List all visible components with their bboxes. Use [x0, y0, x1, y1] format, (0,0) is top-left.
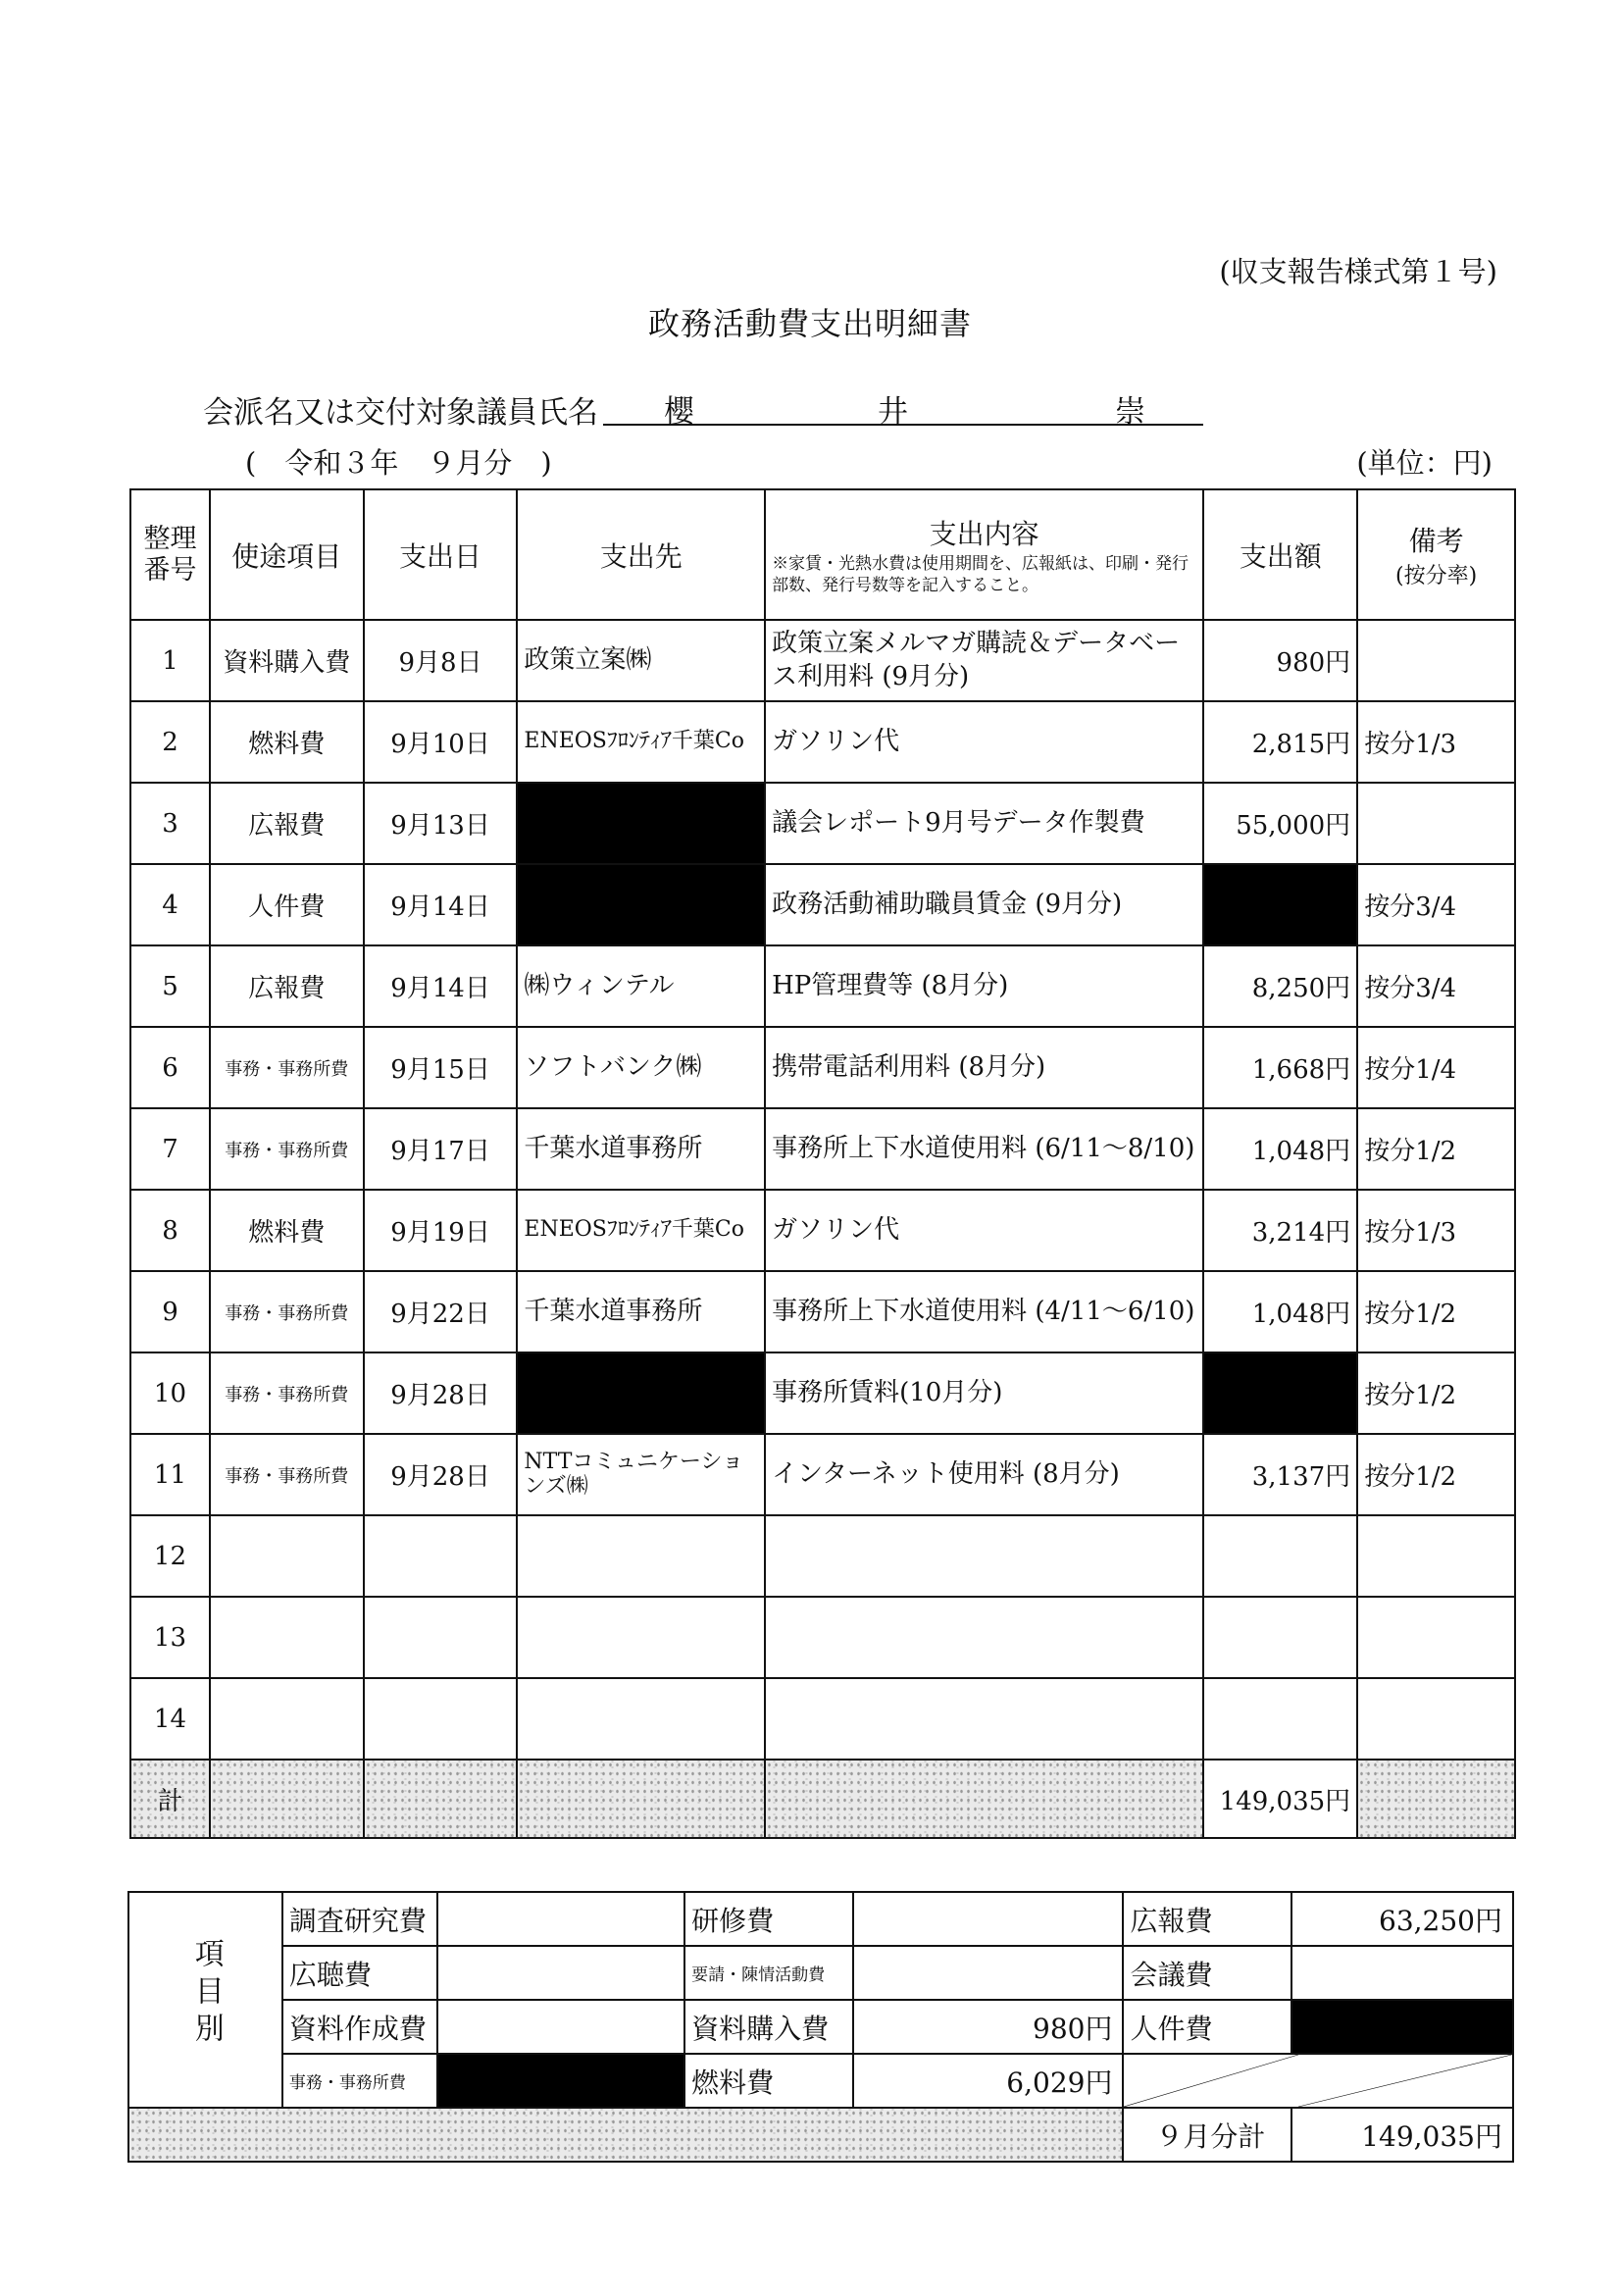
header-remarks [1357, 489, 1515, 620]
row-number: 4 [130, 864, 210, 945]
row-content [765, 1597, 1203, 1678]
table-row [130, 783, 1515, 864]
row-content: 政策立案メルマガ購読＆データベース利用料 (9月分) [765, 620, 1203, 701]
summary-material-buy-value: 980円 [853, 2000, 1124, 2054]
row-date: 9月14日 [364, 945, 518, 1027]
row-content [765, 1515, 1203, 1597]
table-row [130, 1597, 1515, 1678]
row-amount [1203, 1678, 1357, 1760]
row-content: 政務活動補助職員賃金 (9月分) [765, 864, 1203, 945]
summary-fuel-label: 燃料費 [684, 2054, 853, 2108]
row-date: 9月14日 [364, 864, 518, 945]
summary-hearing-label: 広聴費 [282, 1946, 437, 2000]
currency-unit: (単位：円) [1356, 446, 1493, 480]
row-date [364, 1678, 518, 1760]
row-number: 14 [130, 1678, 210, 1760]
summary-meeting-value [1291, 1946, 1513, 2000]
row-remarks: 按分1/3 [1357, 1190, 1515, 1271]
row-amount: 1,668円 [1203, 1027, 1357, 1108]
row-remarks: 按分3/4 [1357, 864, 1515, 945]
reporting-period: ( 令和３年 ９月分 ) [245, 446, 552, 480]
header-content-note: ※家賃・光熱水費は使用期間を、広報紙は、印刷・発行部数、発行号数等を記入すること。 [772, 554, 1190, 595]
row-payee-redacted [517, 1352, 765, 1434]
row-amount: 980円 [1203, 620, 1357, 701]
row-amount: 1,048円 [1203, 1108, 1357, 1190]
table-row [130, 620, 1515, 701]
row-number: 3 [130, 783, 210, 864]
row-date: 9月13日 [364, 783, 518, 864]
header-amount: 支出額 [1203, 489, 1357, 620]
row-payee-redacted [517, 864, 765, 945]
expenditure-table [129, 488, 1516, 1839]
member-name-label: 会派名又は交付対象議員氏名 [203, 395, 598, 431]
row-remarks: 按分1/3 [1357, 701, 1515, 783]
row-payee: ソフトバンク㈱ [517, 1027, 765, 1108]
summary-training-label: 研修費 [684, 1892, 853, 1946]
header-date: 支出日 [364, 489, 518, 620]
row-payee [517, 1597, 765, 1678]
row-date: 9月8日 [364, 620, 518, 701]
row-payee [517, 1515, 765, 1597]
row-amount: 2,815円 [1203, 701, 1357, 783]
header-no: 整理番号 [130, 489, 210, 620]
row-amount-redacted [1203, 864, 1357, 945]
row-remarks [1357, 1515, 1515, 1597]
member-name-part: 櫻 [664, 394, 694, 430]
row-remarks [1357, 1678, 1515, 1760]
row-remarks: 按分1/4 [1357, 1027, 1515, 1108]
header-category: 使途項目 [210, 489, 364, 620]
row-date [364, 1597, 518, 1678]
header-content-label: 支出内容 [929, 518, 1039, 551]
row-date: 9月28日 [364, 1434, 518, 1515]
row-remarks [1357, 1597, 1515, 1678]
row-amount: 3,137円 [1203, 1434, 1357, 1515]
total-amount: 149,035円 [1203, 1760, 1357, 1838]
row-payee: 政策立案㈱ [517, 620, 765, 701]
row-date: 9月10日 [364, 701, 518, 783]
total-blank [1357, 1760, 1515, 1838]
row-number: 8 [130, 1190, 210, 1271]
summary-blank-footer [128, 2108, 1123, 2162]
row-date: 9月15日 [364, 1027, 518, 1108]
row-date: 9月17日 [364, 1108, 518, 1190]
table-row [130, 1678, 1515, 1760]
row-content: 事務所賃料(10月分) [765, 1352, 1203, 1434]
member-name-field [603, 384, 1203, 430]
member-name-part: 崇 [1115, 394, 1145, 430]
table-row [130, 945, 1515, 1027]
row-number: 11 [130, 1434, 210, 1515]
month-total-value: 149,035円 [1291, 2108, 1513, 2162]
row-remarks: 按分1/2 [1357, 1434, 1515, 1515]
row-amount: 55,000円 [1203, 783, 1357, 864]
row-category: 燃料費 [210, 1190, 364, 1271]
row-content: 携帯電話利用料 (8月分) [765, 1027, 1203, 1108]
summary-petition-label: 要請・陳情活動費 [684, 1946, 853, 2000]
row-amount [1203, 1597, 1357, 1678]
row-category: 燃料費 [210, 701, 364, 783]
row-content: HP管理費等 (8月分) [765, 945, 1203, 1027]
row-number: 13 [130, 1597, 210, 1678]
month-total-label: ９月分計 [1123, 2108, 1291, 2162]
row-number: 1 [130, 620, 210, 701]
table-row [130, 1190, 1515, 1271]
row-content: 事務所上下水道使用料 (6/11～8/10) [765, 1108, 1203, 1190]
table-row [130, 701, 1515, 783]
row-number: 7 [130, 1108, 210, 1190]
row-category: 事務・事務所費 [210, 1108, 364, 1190]
total-row [130, 1760, 1515, 1838]
form-number: (収支報告様式第１号) [1219, 255, 1497, 288]
summary-personnel-redacted [1291, 2000, 1513, 2054]
summary-petition-value [853, 1946, 1124, 2000]
row-amount [1203, 1515, 1357, 1597]
table-header-row [130, 489, 1515, 620]
row-category: 人件費 [210, 864, 364, 945]
diagonal-strike [1124, 2055, 1512, 2107]
table-row [130, 1352, 1515, 1434]
summary-material-make-label: 資料作成費 [282, 2000, 437, 2054]
row-date: 9月28日 [364, 1352, 518, 1434]
table-row [130, 1271, 1515, 1352]
row-remarks [1357, 783, 1515, 864]
row-date [364, 1515, 518, 1597]
summary-office-redacted [437, 2054, 684, 2108]
row-category: 広報費 [210, 783, 364, 864]
summary-publicity-value: 63,250円 [1291, 1892, 1513, 1946]
summary-diagonal-blank [1123, 2054, 1513, 2108]
table-row [130, 1027, 1515, 1108]
row-remarks: 按分1/2 [1357, 1108, 1515, 1190]
header-remarks-sub: (按分率) [1395, 564, 1478, 588]
total-blank [517, 1760, 765, 1838]
table-row [130, 1515, 1515, 1597]
summary-material-make-value [437, 2000, 684, 2054]
row-category [210, 1678, 364, 1760]
row-amount: 1,048円 [1203, 1271, 1357, 1352]
row-payee: NTTコミュニケーションズ㈱ [517, 1434, 765, 1515]
row-content: インターネット使用料 (8月分) [765, 1434, 1203, 1515]
summary-material-buy-label: 資料購入費 [684, 2000, 853, 2054]
header-payee: 支出先 [517, 489, 765, 620]
total-blank [765, 1760, 1203, 1838]
row-payee: ENEOSﾌﾛﾝﾃｨｱ千葉Co [517, 701, 765, 783]
row-remarks [1357, 620, 1515, 701]
row-category [210, 1515, 364, 1597]
row-payee [517, 1678, 765, 1760]
summary-research-value [437, 1892, 684, 1946]
member-name-part: 井 [878, 394, 908, 430]
summary-training-value [853, 1892, 1124, 1946]
summary-fuel-value: 6,029円 [853, 2054, 1124, 2108]
row-category: 資料購入費 [210, 620, 364, 701]
summary-meeting-label: 会議費 [1123, 1946, 1291, 2000]
document-title: 政務活動費支出明細書 [647, 305, 972, 342]
header-remarks-label: 備考 [1408, 525, 1464, 557]
summary-personnel-label: 人件費 [1123, 2000, 1291, 2054]
summary-side-label [128, 1892, 282, 2108]
row-category: 事務・事務所費 [210, 1027, 364, 1108]
row-content: 議会レポート9月号データ作製費 [765, 783, 1203, 864]
row-number: 2 [130, 701, 210, 783]
header-content [765, 489, 1203, 620]
table-row [130, 1434, 1515, 1515]
row-payee: ENEOSﾌﾛﾝﾃｨｱ千葉Co [517, 1190, 765, 1271]
table-row [130, 1108, 1515, 1190]
row-date: 9月22日 [364, 1271, 518, 1352]
row-payee-redacted [517, 783, 765, 864]
row-category: 事務・事務所費 [210, 1352, 364, 1434]
row-number: 6 [130, 1027, 210, 1108]
row-amount-redacted [1203, 1352, 1357, 1434]
total-blank [210, 1760, 364, 1838]
row-content: ガソリン代 [765, 701, 1203, 783]
summary-research-label: 調査研究費 [282, 1892, 437, 1946]
summary-side-text: 項目別 [188, 1938, 224, 2051]
row-category [210, 1597, 364, 1678]
row-content [765, 1678, 1203, 1760]
row-date: 9月19日 [364, 1190, 518, 1271]
summary-office-label: 事務・事務所費 [282, 2054, 437, 2108]
row-content: 事務所上下水道使用料 (4/11～6/10) [765, 1271, 1203, 1352]
row-remarks: 按分1/2 [1357, 1271, 1515, 1352]
row-number: 12 [130, 1515, 210, 1597]
row-payee: 千葉水道事務所 [517, 1271, 765, 1352]
row-number: 5 [130, 945, 210, 1027]
row-amount: 3,214円 [1203, 1190, 1357, 1271]
row-category: 事務・事務所費 [210, 1434, 364, 1515]
row-content: ガソリン代 [765, 1190, 1203, 1271]
row-category: 事務・事務所費 [210, 1271, 364, 1352]
row-category: 広報費 [210, 945, 364, 1027]
row-remarks: 按分3/4 [1357, 945, 1515, 1027]
total-blank [364, 1760, 518, 1838]
row-number: 10 [130, 1352, 210, 1434]
row-number: 9 [130, 1271, 210, 1352]
table-row [130, 864, 1515, 945]
summary-publicity-label: 広報費 [1123, 1892, 1291, 1946]
row-remarks: 按分1/2 [1357, 1352, 1515, 1434]
total-label: 計 [130, 1760, 210, 1838]
summary-hearing-value [437, 1946, 684, 2000]
category-summary-table [127, 1891, 1514, 2163]
row-amount: 8,250円 [1203, 945, 1357, 1027]
row-payee: ㈱ウィンテル [517, 945, 765, 1027]
row-payee: 千葉水道事務所 [517, 1108, 765, 1190]
